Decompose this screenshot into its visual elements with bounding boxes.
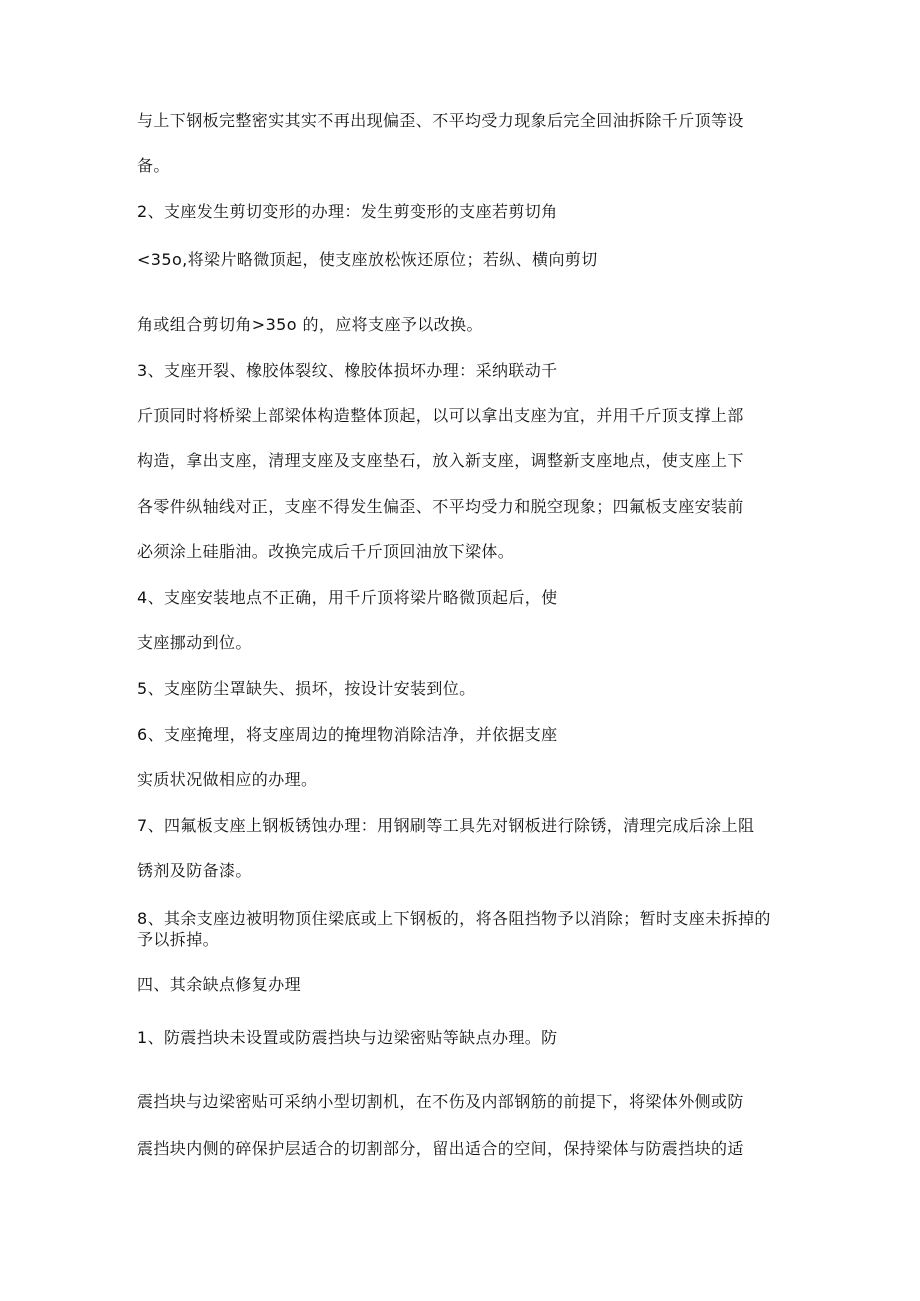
paragraph-line: 震挡块与边梁密贴可采纳小型切割机，在不伤及内部钢筋的前提下，将梁体外侧或防 — [137, 1092, 744, 1111]
paragraph-line: 支座挪动到位。 — [137, 633, 252, 652]
paragraph-line: <35o,将梁片略微顶起，使支座放松恢还原位；若纵、横向剪切 — [137, 250, 598, 269]
paragraph-line: 实质状况做相应的办理。 — [137, 770, 318, 789]
paragraph-line: 7、四氟板支座上钢板锈蚀办理：用钢刷等工具先对钢板进行除锈，清理完成后涂上阻 — [137, 816, 755, 835]
paragraph-line: 4、支座安装地点不正确，用千斤顶将梁片略微顶起后，使 — [137, 588, 558, 607]
paragraph-line: 备。 — [137, 156, 170, 175]
paragraph-line: 与上下钢板完整密实其实不再出现偏歪、不平均受力现象后完全回油拆除千斤顶等设 — [137, 111, 744, 130]
paragraph-line: 锈剂及防备漆。 — [137, 861, 252, 880]
paragraph-line: 1、防震挡块未设置或防震挡块与边梁密贴等缺点办理。防 — [137, 1028, 558, 1047]
paragraph-line: 6、支座掩埋，将支座周边的掩埋物消除洁净，并依据支座 — [137, 725, 558, 744]
paragraph-line: 震挡块内侧的碎保护层适合的切割部分，留出适合的空间，保持梁体与防震挡块的适 — [137, 1139, 744, 1158]
paragraph-line: 角或组合剪切角>35o 的，应将支座予以改换。 — [137, 315, 483, 334]
paragraph-line: 8、其余支座边被明物顶住梁底或上下钢板的，将各阻挡物予以消除；暂时支座未拆掉的予以拆掉。 — [137, 909, 771, 949]
paragraph-line: 各零件纵轴线对正，支座不得发生偏歪、不平均受力和脱空现象；四氟板支座安装前 — [137, 497, 744, 516]
paragraph-line: 构造，拿出支座，清理支座及支座垫石，放入新支座，调整新支座地点，使支座上下 — [137, 451, 744, 470]
paragraph-line: 斤顶同时将桥梁上部梁体构造整体顶起，以可以拿出支座为宜，并用千斤顶支撑上部 — [137, 406, 744, 425]
paragraph-line: 必须涂上硅脂油。改换完成后千斤顶回油放下梁体。 — [137, 542, 515, 561]
paragraph-line: 2、支座发生剪切变形的办理：发生剪变形的支座若剪切角 — [137, 202, 558, 221]
paragraph-line: 3、支座开裂、橡胶体裂纹、橡胶体损坏办理：采纳联动千 — [137, 361, 558, 380]
section-heading: 四、其余缺点修复办理 — [137, 975, 302, 994]
paragraph-line: 5、支座防尘罩缺失、损坏，按设计安装到位。 — [137, 679, 476, 698]
